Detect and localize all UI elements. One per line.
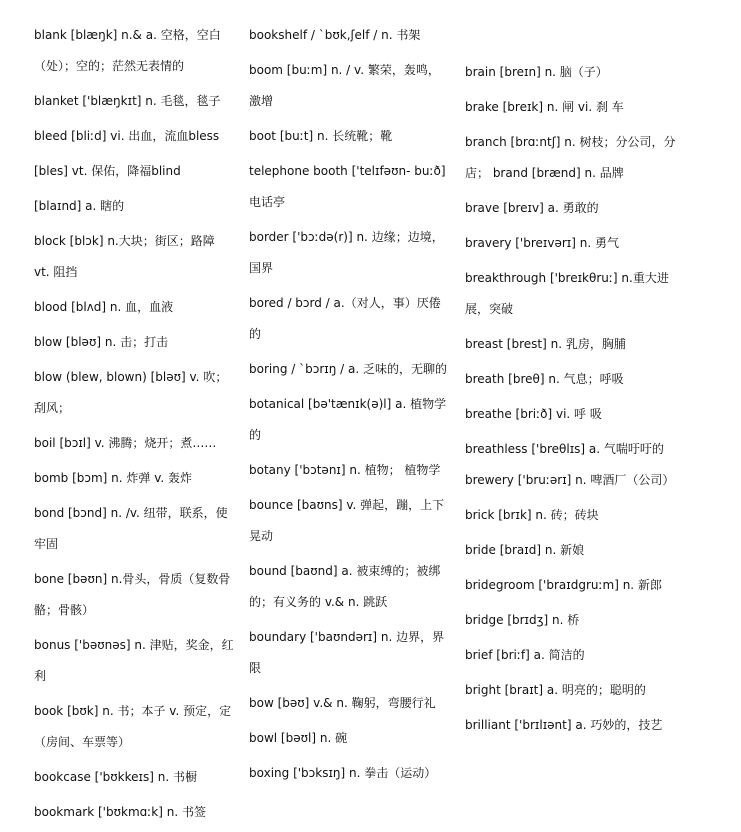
- vocab-entry-branch: branch [brɑːntʃ] n. 树枝；分公司，分店； brand [brænd] n. 品牌: [465, 135, 676, 180]
- vocab-entry-bridge: bridge [brɪdʒ] n. 桥: [465, 613, 580, 627]
- vocab-entry-botanical: botanical [bə'tænɪk(ə)l] a. 植物学的: [249, 397, 447, 442]
- vocab-entry-bond: bond [bɔnd] n. /v. 纽带，联系，使牢固: [34, 506, 228, 551]
- vocab-entry-booth: telephone booth ['telɪfəʊn- buːð] 电话亭: [249, 164, 446, 209]
- vocab-entry-border: border ['bɔːdə(r)] n. 边缘；边境，国界: [249, 230, 444, 275]
- vocab-entry-boom: boom [buːm] n. / v. 繁荣，轰鸣，激增: [249, 63, 440, 108]
- vocab-entry-blanket: blanket ['blæŋkɪt] n. 毛毯，毯子: [34, 94, 221, 108]
- vocab-entry-bright: bright [braɪt] a. 明亮的；聪明的: [465, 683, 646, 697]
- vocab-entry-bow: bow [bəʊ] v.& n. 鞠躬，弯腰行礼: [249, 696, 436, 710]
- vocab-entry-bookcase: bookcase ['bʊkkeɪs] n. 书橱: [34, 770, 197, 784]
- column-3: [465, 57, 690, 745]
- vocab-entry-bowl: bowl [bəʊl] n. 碗: [249, 731, 348, 745]
- vocab-entry-bravery: bravery ['breɪvərɪ] n. 勇气: [465, 236, 619, 250]
- vocab-entry-blow-v: blow (blew, blown) [bləʊ] v. 吹；刮风；: [34, 370, 228, 415]
- vocab-entry-block: block [blɔk] n.大块；街区；路障 vt. 阻挡: [34, 234, 215, 279]
- vocab-entry-brave: brave [breɪv] a. 勇敢的: [465, 201, 599, 215]
- vocab-entry-breathe: breathe [briːð] vi. 呼 吸: [465, 407, 602, 421]
- vocab-entry-bonus: bonus ['bəʊnəs] n. 津贴，奖金，红利: [34, 638, 234, 683]
- vocab-entry-bored: bored / bɔrd / a.（对人，事）厌倦的: [249, 296, 441, 341]
- vocab-entry-bone: bone [bəʊn] n.骨头，骨质（复数骨骼；骨骸）: [34, 572, 231, 617]
- vocab-entry-brain: brain [breɪn] n. 脑（子）: [465, 65, 608, 79]
- vocab-entry-bomb: bomb [bɔm] n. 炸弹 v. 轰炸: [34, 471, 193, 485]
- column-1: [34, 20, 234, 832]
- vocab-entry-breath: breath [breθ] n. 气息；呼吸: [465, 372, 624, 386]
- vocab-entry-blow-n: blow [bləʊ] n. 击；打击: [34, 335, 169, 349]
- vocab-entry-bride: bride [braɪd] n. 新娘: [465, 543, 585, 557]
- vocab-entry-boundary: boundary ['baʊndərɪ] n. 边界，界限: [249, 630, 445, 675]
- column-2: [249, 20, 449, 793]
- vocab-entry-boot: boot [buːt] n. 长统靴；靴: [249, 129, 393, 143]
- vocab-entry-blood: blood [blʌd] n. 血，血液: [34, 300, 174, 314]
- vocab-entry-breast: breast [brest] n. 乳房，胸脯: [465, 337, 626, 351]
- vocab-entry-breathless: breathless ['breθlɪs] a. 气喘吁吁的brewery ['bruːərɪ] n. 啤酒厂（公司）: [465, 442, 675, 487]
- vocab-entry-breakthrough: breakthrough ['breɪkθruː] n.重大进展，突破: [465, 271, 669, 316]
- vocab-entry-bless: [bles] vt. 保佑，降福blind: [34, 164, 181, 178]
- vocab-entry-brick: brick [brɪk] n. 砖；砖块: [465, 508, 599, 522]
- vocab-entry-blank: blank [blæŋk] n.& a. 空格，空白（处）；空的；茫然无表情的: [34, 28, 221, 73]
- vocab-entry-boring: boring / `bɔrɪŋ / a. 乏味的，无聊的: [249, 362, 447, 376]
- vocab-entry-bridegroom: bridegroom ['braɪdgruːm] n. 新郎: [465, 578, 662, 592]
- vocab-entry-bound: bound [baʊnd] a. 被束缚的；被绑的；有义务的 v.& n. 跳跃: [249, 564, 441, 609]
- vocab-entry-blind: [blaɪnd] a. 瞎的: [34, 199, 125, 213]
- vocab-entry-brake: brake [breɪk] n. 闸 vi. 刹 车: [465, 100, 624, 114]
- vocab-entry-bookmark: bookmark ['bʊkmɑːk] n. 书签: [34, 805, 206, 819]
- vocab-entry-botany: botany ['bɔtənɪ] n. 植物； 植物学: [249, 463, 441, 477]
- vocab-entry-bookshelf: bookshelf / `bʊk,ʃelf / n. 书架: [249, 28, 421, 42]
- vocab-entry-brilliant: brilliant ['brɪlɪənt] a. 巧妙的，技艺: [465, 718, 663, 732]
- vocab-entry-bleed: bleed [bliːd] vi. 出血，流血bless: [34, 129, 220, 143]
- vocab-entry-boxing: boxing ['bɔksɪŋ] n. 拳击（运动）: [249, 766, 437, 780]
- vocab-entry-boil: boil [bɔɪl] v. 沸腾；烧开；煮……: [34, 436, 217, 450]
- vocab-entry-brief: brief [briːf] a. 简洁的: [465, 648, 585, 662]
- vocab-entry-book: book [bʊk] n. 书；本子 v. 预定，定（房间、车票等）: [34, 704, 232, 749]
- vocab-entry-bounce: bounce [baʊns] v. 弹起，蹦，上下晃动: [249, 498, 445, 543]
